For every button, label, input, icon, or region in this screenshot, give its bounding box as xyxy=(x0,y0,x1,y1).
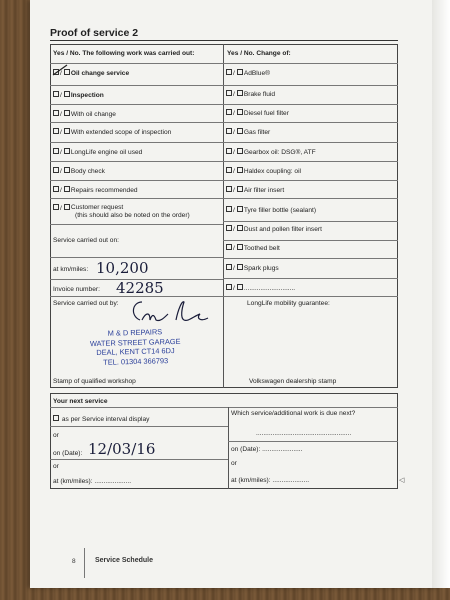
yes-checkbox[interactable] xyxy=(53,186,59,192)
stamp-line: WATER STREET GARAGE xyxy=(89,336,181,348)
no-checkbox[interactable] xyxy=(64,186,70,192)
no-checkbox[interactable] xyxy=(64,91,70,97)
row-line xyxy=(223,85,398,86)
change-row-label: ............................ xyxy=(243,285,296,292)
at-km-label xyxy=(53,478,131,486)
yes-checkbox[interactable] xyxy=(226,167,232,173)
yes-checkbox[interactable] xyxy=(53,91,59,97)
no-checkbox[interactable] xyxy=(237,69,243,75)
stamp-line: TEL. 01304 366793 xyxy=(103,355,169,367)
no-checkbox[interactable] xyxy=(237,128,243,134)
yes-no-separator: / xyxy=(233,70,235,77)
work-row-label: With extended scope of inspection xyxy=(70,129,172,136)
row-line xyxy=(50,407,398,408)
no-checkbox[interactable] xyxy=(237,206,243,212)
work-row xyxy=(53,111,116,119)
table2-divider xyxy=(228,407,229,489)
work-row-label: With oil change xyxy=(70,111,116,118)
yes-checkbox[interactable] xyxy=(53,128,59,134)
change-row xyxy=(226,285,295,293)
no-checkbox[interactable] xyxy=(64,148,70,154)
row-line xyxy=(50,122,223,123)
interval-label: as per Service interval display xyxy=(61,416,150,423)
invoice-label: Invoice number: xyxy=(53,286,100,293)
no-checkbox[interactable] xyxy=(237,284,243,290)
work-row xyxy=(53,168,105,176)
right-header: Yes / No. Change of: xyxy=(227,50,291,57)
yes-no-separator: / xyxy=(60,168,62,175)
yes-checkbox[interactable] xyxy=(226,264,232,270)
work-row-label: Inspection xyxy=(70,92,104,99)
row-line xyxy=(223,122,398,123)
work-row-label: Repairs recommended xyxy=(70,187,138,194)
change-row-label: Gearbox oil: DSG®, ATF xyxy=(243,149,316,156)
yes-no-separator: / xyxy=(233,168,235,175)
row-line xyxy=(223,258,398,259)
change-row xyxy=(226,149,316,157)
change-row-label: Toothed belt xyxy=(243,245,280,252)
row-line xyxy=(50,459,228,460)
page-edge xyxy=(432,0,450,588)
yes-checkbox[interactable] xyxy=(53,110,59,116)
change-row xyxy=(226,226,322,234)
row-line xyxy=(223,142,398,143)
no-checkbox[interactable] xyxy=(237,90,243,96)
change-row xyxy=(226,110,289,118)
row-line xyxy=(228,441,398,442)
change-row-label: Diesel fuel filter xyxy=(243,110,289,117)
no-checkbox[interactable] xyxy=(64,167,70,173)
yes-no-separator: / xyxy=(233,91,235,98)
change-row xyxy=(226,245,280,253)
yes-checkbox[interactable] xyxy=(53,148,59,154)
row-line xyxy=(50,257,223,258)
no-checkbox[interactable] xyxy=(237,109,243,115)
km-label: at km/miles: xyxy=(53,266,89,273)
row-line xyxy=(50,224,223,225)
yes-no-separator: / xyxy=(233,149,235,156)
invoice-value: 42285 xyxy=(116,279,164,297)
page-number: 8 xyxy=(72,558,76,565)
change-row-label: Brake fluid xyxy=(243,91,275,98)
yes-checkbox[interactable] xyxy=(226,225,232,231)
change-row xyxy=(226,187,284,195)
yes-no-separator: / xyxy=(233,245,235,252)
interval-option xyxy=(53,416,149,424)
work-row xyxy=(53,187,138,195)
work-row-label: Oil change service xyxy=(70,70,130,77)
at-km-dots: .................... xyxy=(94,478,132,485)
page-title: Proof of service 2 xyxy=(50,27,139,39)
stamp-line: DEAL, KENT CT14 6DJ xyxy=(96,345,175,358)
row-line xyxy=(50,296,398,297)
stamp-workshop-label: Stamp of qualified workshop xyxy=(53,378,136,385)
footer-section-title: Service Schedule xyxy=(95,557,153,564)
no-checkbox[interactable] xyxy=(64,204,70,210)
yes-no-separator: / xyxy=(60,149,62,156)
yes-no-separator: / xyxy=(233,110,235,117)
yes-checkbox[interactable] xyxy=(226,128,232,134)
row-line xyxy=(223,104,398,105)
no-checkbox[interactable] xyxy=(237,244,243,250)
or-label: or xyxy=(53,432,59,439)
no-checkbox[interactable] xyxy=(237,167,243,173)
yes-no-separator: / xyxy=(233,226,235,233)
yes-checkbox[interactable] xyxy=(226,148,232,154)
no-checkbox[interactable] xyxy=(237,186,243,192)
yes-checkbox[interactable] xyxy=(53,204,59,210)
yes-checkbox[interactable] xyxy=(226,186,232,192)
on-date-label: on (Date): xyxy=(53,450,83,457)
yes-checkbox[interactable] xyxy=(226,244,232,250)
row-line xyxy=(50,63,398,64)
yes-checkbox[interactable] xyxy=(226,90,232,96)
triangle-marker-icon: ◁ xyxy=(399,477,405,484)
work-row xyxy=(53,204,190,220)
no-checkbox[interactable] xyxy=(237,148,243,154)
change-row xyxy=(226,207,316,215)
row-line xyxy=(223,221,398,222)
row-line xyxy=(223,278,398,279)
work-row xyxy=(53,149,142,157)
right-on-date-text: on (Date): xyxy=(231,446,261,453)
work-row-label: LongLife engine oil used xyxy=(70,149,143,156)
workshop-stamp xyxy=(90,327,182,367)
yes-no-separator: / xyxy=(60,129,62,136)
change-row-label: Gas filter xyxy=(243,129,271,136)
right-at-km-dots: .................... xyxy=(272,477,310,484)
which-service-label: Which service/additional work is due next? xyxy=(231,410,356,417)
row-line xyxy=(223,180,398,181)
right-or: or xyxy=(231,460,237,467)
checkbox[interactable] xyxy=(53,415,59,421)
change-row-label: Dust and pollen filter insert xyxy=(243,226,322,233)
km-value: 10,200 xyxy=(96,259,149,277)
work-row-label: Customer request xyxy=(70,204,124,211)
row-line xyxy=(50,426,228,427)
yes-no-separator: / xyxy=(60,92,62,99)
yes-no-separator: / xyxy=(60,204,62,212)
change-row xyxy=(226,70,270,78)
on-date-value: 12/03/16 xyxy=(88,440,156,458)
service-by-label: Service carried out by: xyxy=(53,300,119,307)
work-row-sublabel: (this should also be noted on the order) xyxy=(75,212,190,219)
signature xyxy=(120,296,215,326)
change-row xyxy=(226,168,301,176)
tick-mark-icon xyxy=(49,63,69,79)
change-row xyxy=(226,265,279,273)
change-row-label: Spark plugs xyxy=(243,265,279,272)
no-checkbox[interactable] xyxy=(64,110,70,116)
footer-divider xyxy=(84,548,85,578)
left-header: Yes / No. The following work was carried out: xyxy=(53,50,195,57)
stamp-vw-label: Volkswagen dealership stamp xyxy=(249,378,337,385)
work-row xyxy=(53,92,104,100)
yes-no-separator: / xyxy=(233,207,235,214)
yes-checkbox[interactable] xyxy=(226,109,232,115)
at-km-text: at (km/miles): xyxy=(53,478,93,485)
yes-checkbox[interactable] xyxy=(226,206,232,212)
right-on-date xyxy=(231,446,302,454)
title-rule xyxy=(50,40,398,41)
right-at-km xyxy=(231,477,309,485)
yes-checkbox[interactable] xyxy=(53,167,59,173)
or-label-2: or xyxy=(53,463,59,470)
yes-checkbox[interactable] xyxy=(226,284,232,290)
yes-no-separator: / xyxy=(60,187,62,194)
service-on-label: Service carried out on: xyxy=(53,237,119,244)
yes-no-separator: / xyxy=(233,129,235,136)
table1-divider xyxy=(223,44,224,388)
row-line xyxy=(50,142,223,143)
work-row xyxy=(53,129,171,137)
row-line xyxy=(223,198,398,199)
next-service-header: Your next service xyxy=(53,398,108,405)
yes-no-separator: / xyxy=(233,187,235,194)
row-line xyxy=(223,161,398,162)
which-service-dots: .................................................... xyxy=(256,430,352,437)
row-line xyxy=(50,85,223,86)
right-at-km-text: at (km/miles): xyxy=(231,477,271,484)
right-on-date-dots: ...................... xyxy=(262,446,303,453)
no-checkbox[interactable] xyxy=(64,128,70,134)
change-row-label: Tyre filler bottle (sealant) xyxy=(243,207,317,214)
work-row-label: Body check xyxy=(70,168,105,175)
row-line xyxy=(50,180,223,181)
yes-no-separator: / xyxy=(233,285,235,292)
change-row-label: Air filter insert xyxy=(243,187,285,194)
change-row xyxy=(226,91,275,99)
row-line xyxy=(50,104,223,105)
change-row xyxy=(226,129,270,137)
change-row-label: AdBlue® xyxy=(243,70,270,77)
change-row-label: Haldex coupling: oil xyxy=(243,168,302,175)
yes-checkbox[interactable] xyxy=(226,69,232,75)
stamp-line: M & D REPAIRS xyxy=(107,327,163,338)
no-checkbox[interactable] xyxy=(237,264,243,270)
yes-no-separator: / xyxy=(60,70,62,77)
no-checkbox[interactable] xyxy=(237,225,243,231)
yes-no-separator: / xyxy=(233,265,235,272)
longlife-label: LongLife mobility guarantee: xyxy=(247,300,330,307)
yes-no-separator: / xyxy=(60,111,62,118)
row-line xyxy=(50,161,223,162)
row-line xyxy=(223,240,398,241)
row-line xyxy=(50,198,223,199)
